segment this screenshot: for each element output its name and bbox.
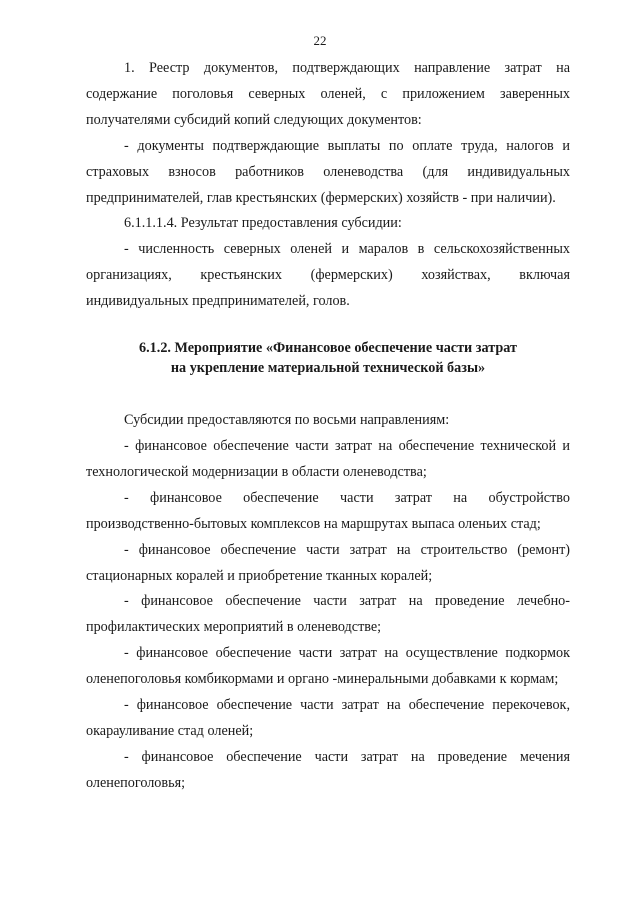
paragraph-result-title: 6.1.1.1.4. Результат предоставления субсидии: (124, 215, 402, 232)
paragraph-payment-documents: - документы подтверждающие выплаты по оплате труда, налогов и страховых взносов работников оленеводства (для индивидуальных предпринимателей, глав крестьянских (фермерских) хозяйств - при наличии). (86, 137, 570, 206)
list-item-feeding: - финансовое обеспечение части затрат на осуществление подкормок оленепоголовья комбикормами и органо -минеральными добавками к кормам; (86, 645, 570, 688)
page-content (86, 56, 570, 797)
list-item-complexes: - финансовое обеспечение части затрат на обустройство производственно-бытовых комплексов на маршрутах выпаса оленьих стад; (86, 489, 570, 532)
paragraph-subsidy-intro: Субсидии предоставляются по восьми направлениям: (124, 412, 450, 429)
list-item-modernization: - финансовое обеспечение части затрат на обеспечение технической и технологической модернизации в области оленеводства; (86, 437, 570, 480)
paragraph-result-text: - численность северных оленей и маралов в сельскохозяйственных организациях, крестьянских (фермерских) хозяйствах, включая индивидуальных предпринимателей, голов. (86, 241, 570, 310)
paragraph-registry: 1. Реестр документов, подтверждающих направление затрат на содержание поголовья северных оленей, с приложением заверенных получателями субсидий копий следующих документов: (86, 60, 570, 128)
section-heading-line-2: на укрепление материальной технической базы» (170, 360, 486, 377)
list-item-veterinary: - финансовое обеспечение части затрат на проведение лечебно-профилактических мероприятий в оленеводстве; (86, 593, 570, 636)
page-number: 22 (313, 33, 327, 48)
list-item-marking: - финансовое обеспечение части затрат на проведение мечения оленепоголовья; (86, 748, 570, 791)
section-heading (86, 338, 570, 378)
section-heading-line-1: 6.1.2. Мероприятие «Финансовое обеспечение части затрат (139, 340, 517, 357)
list-item-corrals: - финансовое обеспечение части затрат на строительство (ремонт) стационарных коралей и приобретение тканных коралей; (86, 541, 570, 584)
list-item-migration: - финансовое обеспечение части затрат на обеспечение перекочевок, окарауливание стад оленей; (86, 697, 570, 739)
